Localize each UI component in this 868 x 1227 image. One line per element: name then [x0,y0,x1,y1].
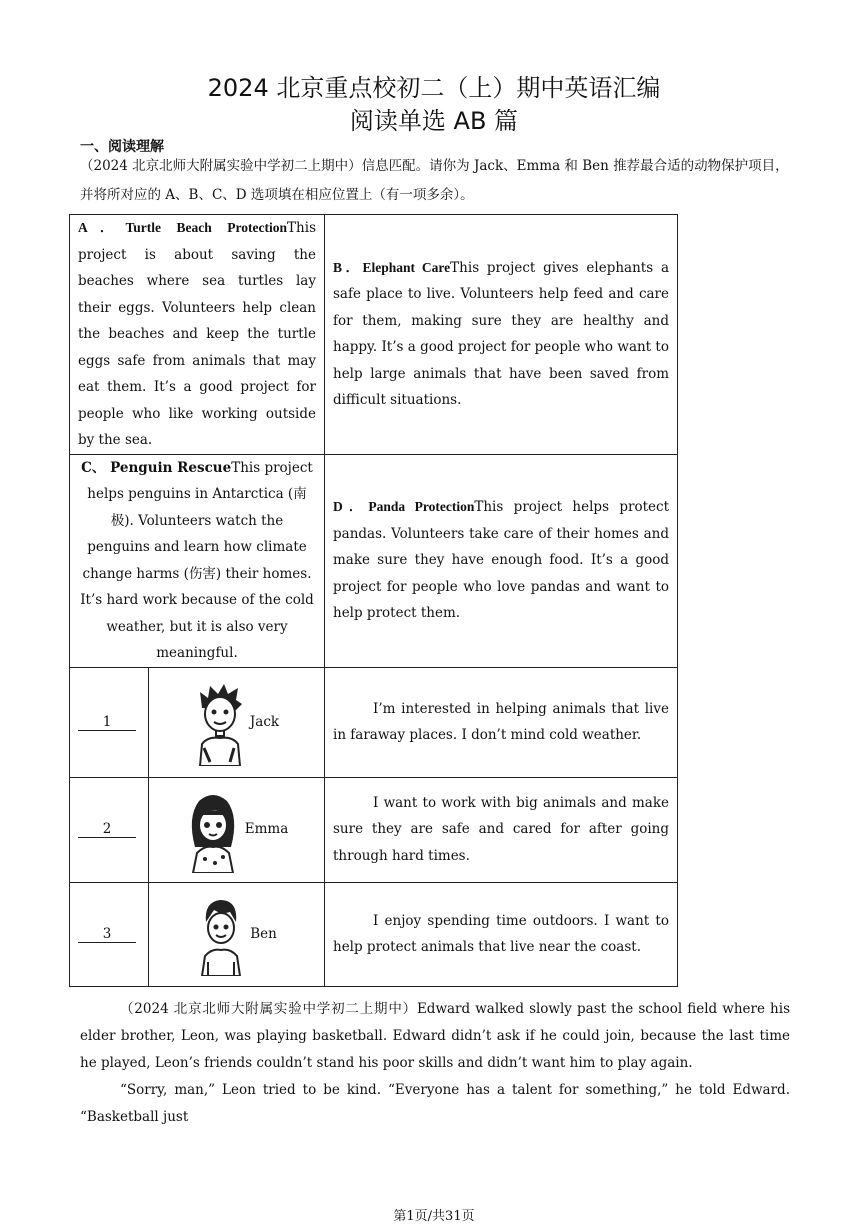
person-quote: I’m interested in helping animals that live in faraway places. I don’t mind cold weather. [325,667,678,777]
matching-table [69,214,678,987]
passage-paragraph: “Sorry, man,” Leon tried to be kind. “Everyone has a talent for something,” he told Edward. “Basketball just [80,1082,790,1125]
boy-avatar-icon [194,678,246,766]
project-b-title: B．Elephant Care [333,259,451,275]
instructions: （2024 北京北师大附属实验中学初二上期中）信息匹配。请你为 Jack、Emma 和 Ben 推荐最合适的动物保护项目，并将所对应的 A、B、C、D 选项填在相应位置上（有一项多余）。 [80,158,789,203]
answer-cell [70,777,149,882]
answer-cell [70,667,149,777]
document-subtitle: 阅读单选 AB 篇 [349,107,519,135]
person-cell [149,882,325,986]
page-number: 第1页/共31页 [393,1209,475,1224]
person-name: Emma [244,821,289,838]
project-b-cell [325,215,678,455]
answer-blank-1[interactable]: 1 [78,714,136,731]
project-c-title: C、 Penguin Rescue [81,459,232,476]
project-d-title: D．Panda Protection [333,499,475,515]
person-cell [149,667,325,777]
answer-cell [70,882,149,986]
person-cell [149,777,325,882]
project-d-cell [325,454,678,667]
document-title: 2024 北京重点校初二（上）期中英语汇编 [207,74,661,102]
project-d-text: This project helps protect pandas. Volunteers take care of their homes and make sure they have enough food. It’s a good project for people who love pandas and want to help protect them. [333,499,669,622]
person-name: Ben [250,925,277,942]
girl-avatar-icon [185,787,241,873]
passage-paragraph: （2024 北京北师大附属实验中学初二上期中）Edward walked slowly past the school field where his elder brother, Leon, was playing basketball. Edward didn’t ask if he could join, because the last time he played, Leon’s friends couldn’t stand his poor skills and didn’t want him to play again. [80,1001,790,1071]
project-c-text: This project helps penguins in Antarctica (南极). Volunteers watch the penguins and learn how climate change harms (伤害) their homes. It’s hard work because of the cold weather, but it is also very meaningful. [80,459,314,661]
answer-blank-2[interactable]: 2 [78,821,136,838]
person-quote: I enjoy spending time outdoors. I want to help protect animals that live near the coast. [325,882,678,986]
boy-avatar-icon [196,892,246,976]
project-a-text: This project is about saving the beaches where sea turtles lay their eggs. Volunteers help clean the beaches and keep the turtle eggs safe from animals that may eat them. It’s a good project for people who like working outside by the sea. [78,220,316,448]
section-heading: 一、阅读理解 [80,139,164,155]
project-a-cell [70,215,325,455]
project-a-title: A．Turtle Beach Protection [78,220,288,235]
answer-blank-3[interactable]: 3 [78,926,136,943]
project-b-text: This project gives elephants a safe place to live. Volunteers help feed and care for them, making sure they are healthy and happy. It’s a good project for people who want to help large animals that have been saved from difficult situations. [333,259,669,409]
project-c-cell [70,454,325,667]
person-quote: I want to work with big animals and make sure they are safe and cared for after going through hard times. [325,777,678,882]
person-name: Jack [249,713,280,730]
